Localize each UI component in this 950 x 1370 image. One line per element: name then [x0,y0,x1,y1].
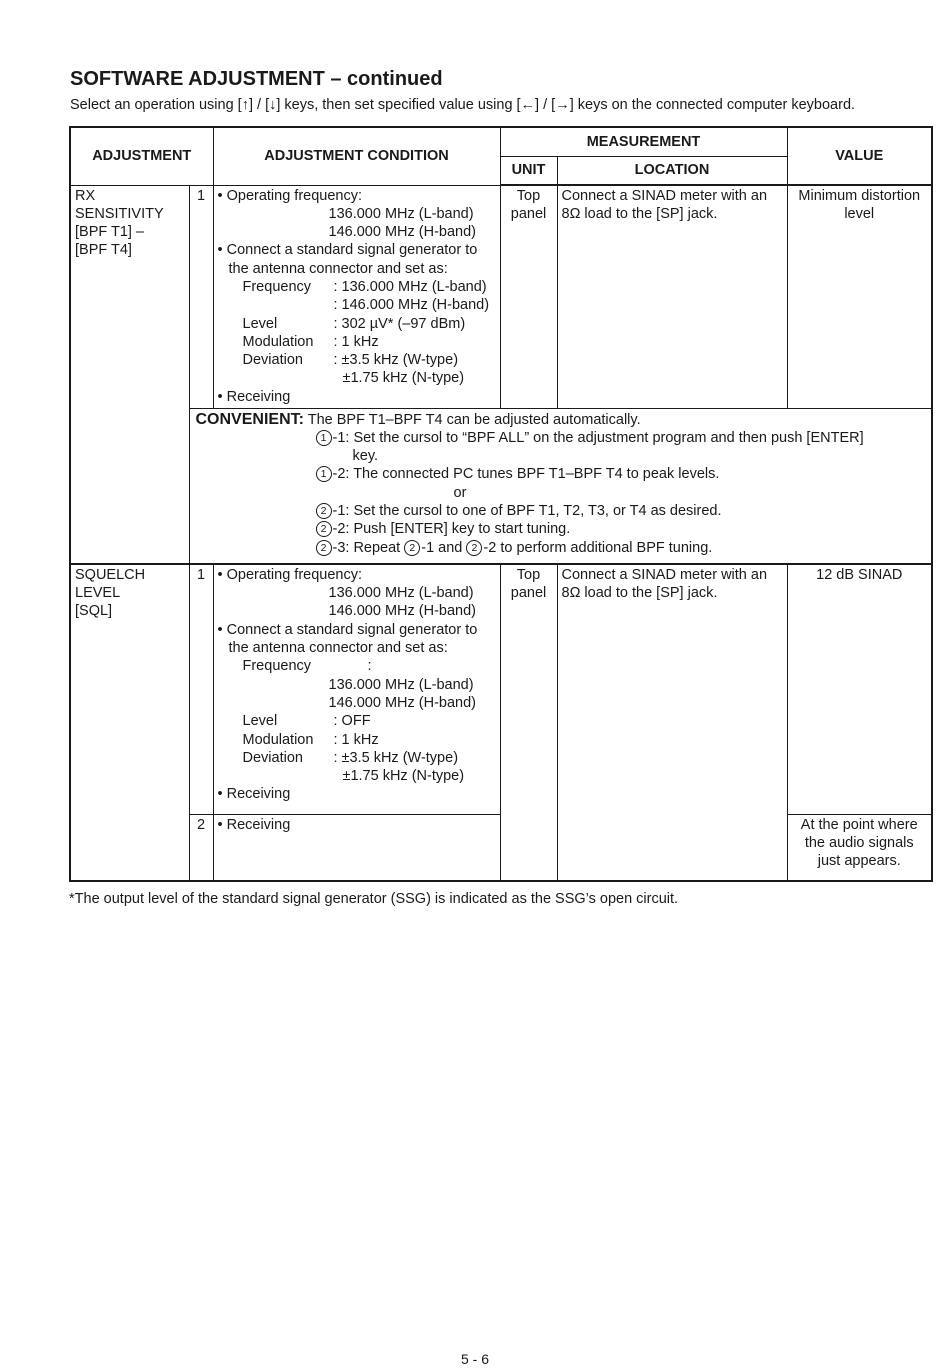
convenient-label: CONVENIENT: [195,410,304,428]
cond-line: 146.000 MHz (H-band) [328,224,476,241]
cond-label: Modulation [242,333,314,350]
value-line: At the point where [800,816,918,833]
value-line: level [844,206,875,223]
convenient-step: -3: Repeat [332,539,405,556]
location-line: Connect a SINAD meter with an [561,566,768,583]
circled-number-icon: 2 [316,503,332,519]
cond-label: Frequency [242,658,312,675]
cond-value: 146.000 MHz (H-band) [328,694,476,711]
cond-label: Deviation [242,749,303,766]
step-number: 2 [189,814,213,881]
convenient-step: key. [352,448,379,465]
adj-name-line: SENSITIVITY [75,205,164,222]
unit-line: panel [510,206,547,223]
convenient-step: -2: Push [ENTER] key to start tuning. [332,521,571,538]
convenient-step: -2 to perform additional BPF tuning. [483,539,713,556]
cond-label: Modulation [242,731,314,748]
cond-label: Frequency [242,278,312,295]
cond-line: • Receiving [217,388,291,405]
cond-line: the antenna connector and set as: [228,260,448,277]
cond-value: : [367,658,372,675]
cond-line: • Connect a standard signal generator to [217,242,478,259]
unit-line: Top [516,566,541,583]
convenient-or: or [453,484,467,501]
cond-label: Level [242,315,278,332]
circled-number-icon: 1 [316,430,332,446]
cond-value: : 146.000 MHz (H-band) [333,297,490,314]
adj-name-line: [BPF T1] – [75,224,145,241]
cond-value: : 1 kHz [333,731,379,748]
adj-name-line: [SQL] [75,603,113,620]
measurement-unit-rx [500,185,557,408]
convenient-text: The BPF T1–BPF T4 can be adjusted automatically. [307,411,641,428]
header-adjustment-condition: ADJUSTMENT CONDITION [213,127,500,185]
page-number: 5 - 6 [460,1351,489,1367]
unit-line: panel [510,585,547,602]
value-sql-1: 12 dB SINAD [787,564,932,815]
intro-text: Select an operation using [↑] / [↓] keys, then set specified value using [←] / [→] keys on the connected computer keyboard. [70,97,856,113]
adj-name-line: SQUELCH [75,566,146,583]
measurement-location-rx [557,185,787,408]
location-line: 8Ω load to the [SP] jack. [561,206,718,223]
cond-label: Level [242,713,278,730]
unit-line: Top [516,188,541,204]
location-line: 8Ω load to the [SP] jack. [561,585,718,602]
adj-name-line: RX [75,187,96,204]
adjustment-name-sql [70,564,189,881]
value-line: Minimum distortion [798,188,921,204]
cond-value: : ±3.5 kHz (W-type) [333,749,459,766]
value-line: just appears. [817,853,901,870]
cond-line: • Connect a standard signal generator to [217,621,478,638]
convenient-step: -1: Set the cursol to “BPF ALL” on the adjustment program and then push [ENTER] [332,429,864,446]
adjustment-name-rx [70,185,189,564]
adj-name-line: LEVEL [75,585,121,602]
cond-line: 136.000 MHz (L-band) [328,585,474,602]
convenient-step: -2: The connected PC tunes BPF T1–BPF T4 to peak levels. [332,466,720,483]
cond-value: 136.000 MHz (L-band) [328,676,474,693]
header-measurement: MEASUREMENT [500,127,787,157]
cond-value: ±1.75 kHz (N-type) [342,768,465,785]
table-row-squelch-level [70,564,932,815]
circled-number-icon: 2 [316,540,332,556]
page-title: SOFTWARE ADJUSTMENT – continued [70,68,443,90]
measurement-unit-sql [500,564,557,881]
adj-name-line: [BPF T4] [75,242,132,259]
adjustment-table [69,126,933,882]
cond-line: 136.000 MHz (L-band) [328,205,474,222]
circled-number-icon: 2 [404,540,420,556]
value-rx [787,185,932,408]
cond-value: ±1.75 kHz (N-type) [342,370,465,387]
header-value: VALUE [787,127,932,185]
step-number: 1 [189,564,213,815]
cond-line: • Receiving [217,786,291,803]
convenient-note [189,408,932,564]
cond-value: : 302 µV* (–97 dBm) [333,315,466,332]
cond-value: : 136.000 MHz (L-band) [333,278,487,295]
cond-value: : OFF [333,713,371,730]
footnote: *The output level of the standard signal generator (SSG) is indicated as the SSG’s open circuit. [69,891,679,907]
header-location: LOCATION [557,157,787,186]
cond-value: : ±3.5 kHz (W-type) [333,352,459,369]
cond-line: • Operating frequency: [217,566,363,583]
circled-number-icon: 2 [466,540,482,556]
circled-number-icon: 2 [316,521,332,537]
cond-value: : 1 kHz [333,333,379,350]
step-number: 1 [189,185,213,408]
convenient-step: -1 and [421,539,467,556]
header-unit: UNIT [500,157,557,186]
value-sql-2 [787,814,932,881]
measurement-location-sql [557,564,787,881]
adjustment-condition-sql [213,564,500,815]
adjustment-condition-sql-2: • Receiving [213,814,500,881]
convenient-step: -1: Set the cursol to one of BPF T1, T2, T3, or T4 as desired. [332,502,722,519]
location-line: Connect a SINAD meter with an [561,188,768,204]
value-line: the audio signals [804,835,914,852]
cond-label: Deviation [242,352,303,369]
table-row-convenient [70,408,932,564]
cond-line: 146.000 MHz (H-band) [328,603,476,620]
adjustment-condition-rx [213,185,500,408]
header-adjustment: ADJUSTMENT [70,127,213,185]
circled-number-icon: 1 [316,466,332,482]
cond-line: • Operating frequency: [217,187,363,204]
cond-line: the antenna connector and set as: [228,640,448,657]
table-row-rx-sensitivity [70,185,932,408]
